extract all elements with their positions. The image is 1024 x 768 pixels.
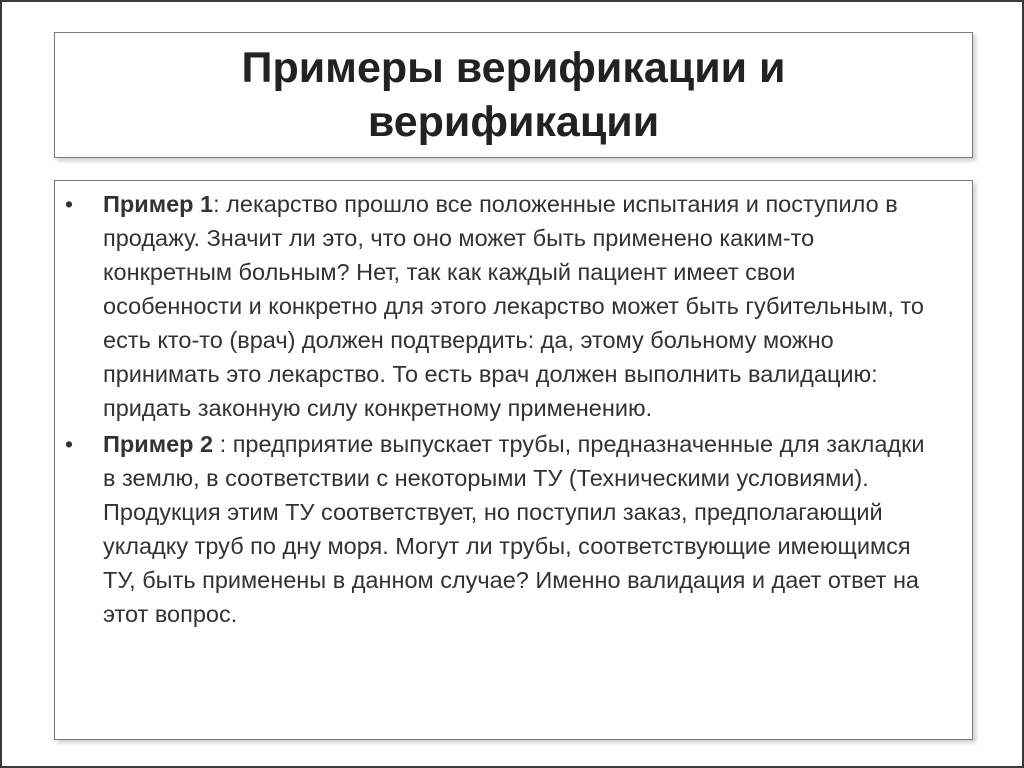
- example-2-text: : предприятие выпускает трубы, предназначенные для закладки в землю, в соответствии с некоторыми ТУ (Техническими условиями). Продукция этим ТУ соответствует, но поступил заказ, предполагающий укладку труб по дну моря. Могут ли трубы, соответствующие имеющимся ТУ, быть применены в данном случае? Именно валидация и дает ответ на этот вопрос.: [103, 431, 925, 627]
- list-item-example-2: [55, 427, 974, 631]
- list-item-example-1: [55, 187, 974, 425]
- content-box: [54, 180, 973, 740]
- bullet-icon: •: [65, 431, 74, 457]
- example-2-label: Пример 2: [103, 431, 214, 457]
- slide-title: Примеры верификации и верификации: [241, 44, 786, 146]
- example-1-label: Пример 1: [103, 191, 214, 217]
- bullet-icon: •: [65, 191, 74, 217]
- title-box: [54, 32, 973, 158]
- example-1-text: : лекарство прошло все положенные испытания и поступило в продажу. Значит ли это, что оно может быть применено каким-то конкретным больным? Нет, так как каждый пациент имеет свои особенности и конкретно для этого лекарство может быть губительным, то есть кто-то (врач) должен подтвердить: да, этому больному можно принимать это лекарство. То есть врач должен выполнить валидацию: придать законную силу конкретному применению.: [103, 191, 924, 421]
- bullet-list: [55, 187, 974, 633]
